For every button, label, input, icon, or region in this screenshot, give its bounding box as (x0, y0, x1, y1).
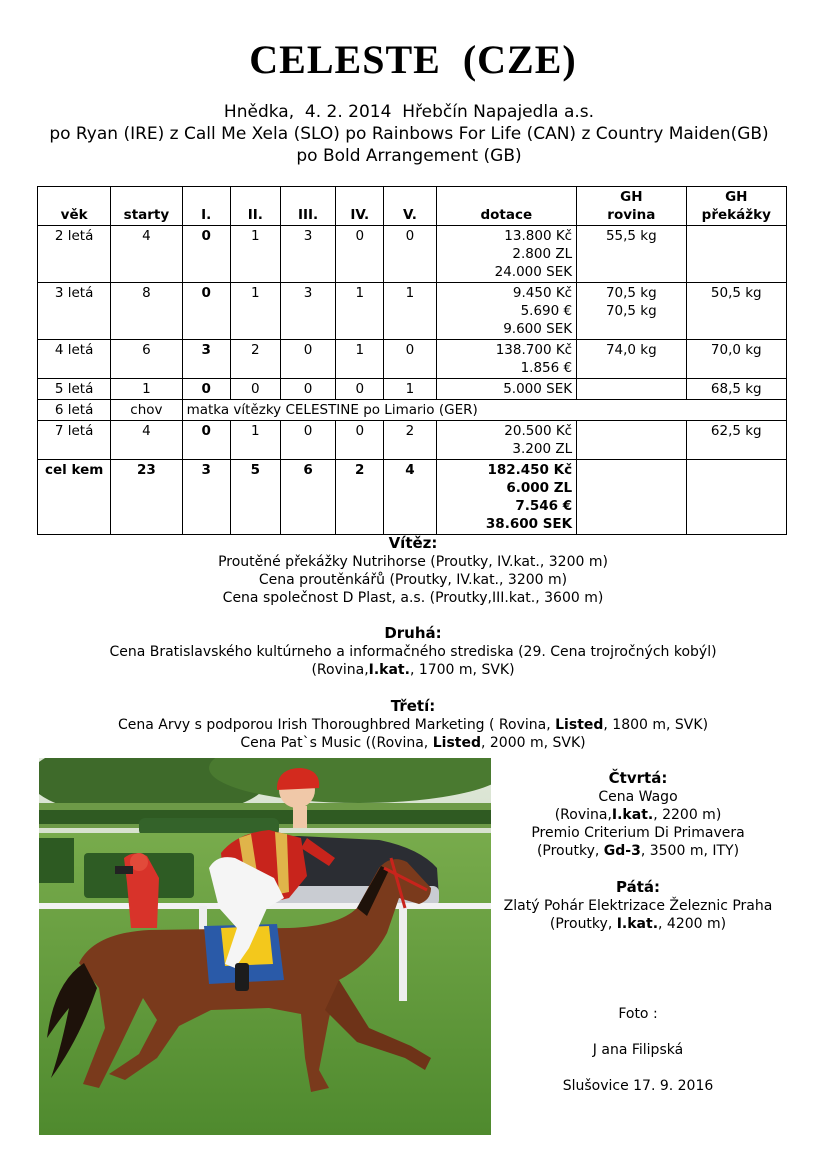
gh-flat-cell (577, 421, 686, 460)
race-line: Cena společnost D Plast, a.s. (Proutky,III.kat., 3600 m) (222, 590, 604, 606)
pedigree-line: po Ryan (IRE) z Call Me Xela (SLO) po Rainbows For Life (CAN) z Country Maiden(GB) (49, 124, 769, 144)
table-row (38, 400, 787, 421)
col-header-starts: starty (111, 187, 182, 226)
winner-section (0, 534, 826, 607)
race-line: Cena Pat`s Music ((Rovina, Listed, 2000 m, SVK) (240, 735, 586, 751)
second-cell: 1 (230, 421, 280, 460)
horse-photo (39, 758, 491, 1135)
pedigree-line-2: po Bold Arrangement (GB) (296, 146, 522, 166)
race-line: Cena Bratislavského kultúrneho a informačného strediska (29. Cena trojročných kobýl) (109, 644, 717, 660)
gh-jump-cell: 62,5 kg (686, 421, 786, 460)
gh-flat-cell (577, 379, 686, 400)
table-row (38, 379, 787, 400)
third-cell: 3 (280, 226, 335, 283)
total-fifth-cell: 4 (384, 460, 436, 535)
col-header-gh-jump: GH překážky (686, 187, 786, 226)
second-cell: 1 (230, 283, 280, 340)
horse-photo-image (39, 758, 491, 1135)
other-placings-section (500, 769, 776, 1095)
starts-cell: 8 (111, 283, 182, 340)
fifth-cell: 2 (384, 421, 436, 460)
race-line: (Proutky, Gd-3, 3500 m, ITY) (536, 843, 740, 859)
race-line: Cena Arvy s podporou Irish Thoroughbred Marketing ( Rovina, Listed, 1800 m, SVK) (117, 717, 709, 733)
col-header-3rd: III. (280, 187, 335, 226)
fifth-heading: Pátá: (615, 878, 660, 896)
fourth-cell: 0 (336, 226, 384, 283)
race-line: (Proutky, I.kat., 4200 m) (549, 916, 727, 932)
gh-jump-cell: 50,5 kg (686, 283, 786, 340)
table-total-row (38, 460, 787, 535)
col-header-2nd: II. (230, 187, 280, 226)
col-header-age: věk (38, 187, 111, 226)
third-place-section (0, 697, 826, 752)
breeding-note-cell: matka vítězky CELESTINE po Limario (GER) (182, 400, 786, 421)
photo-credit-label: Foto : (618, 1006, 658, 1022)
starts-cell: chov (111, 400, 182, 421)
fourth-cell: 0 (336, 421, 384, 460)
wins-cell: 3 (182, 340, 230, 379)
col-header-5th: V. (384, 187, 436, 226)
total-third-cell: 6 (280, 460, 335, 535)
total-starts-cell: 23 (111, 460, 182, 535)
second-cell: 0 (230, 379, 280, 400)
gh-flat-cell: 70,5 kg 70,5 kg (577, 283, 686, 340)
wins-cell: 0 (182, 226, 230, 283)
age-cell: 4 letá (38, 340, 111, 379)
pedigree-block (0, 101, 818, 167)
prize-cell: 9.450 Kč 5.690 € 9.600 SEK (436, 283, 577, 340)
third-cell: 0 (280, 340, 335, 379)
gh-jump-cell: 70,0 kg (686, 340, 786, 379)
fourth-cell: 1 (336, 340, 384, 379)
prize-cell: 5.000 SEK (436, 379, 577, 400)
total-second-cell: 5 (230, 460, 280, 535)
wins-cell: 0 (182, 421, 230, 460)
starts-cell: 4 (111, 226, 182, 283)
race-line: Premio Criterium Di Primavera (531, 825, 745, 841)
starts-cell: 6 (111, 340, 182, 379)
col-header-gh-flat: GH rovina (577, 187, 686, 226)
race-line: Zlatý Pohár Elektrizace Železnic Praha (503, 898, 773, 914)
fourth-heading: Čtvrtá: (608, 769, 668, 787)
prize-cell: 20.500 Kč 3.200 ZL (436, 421, 577, 460)
photo-place-date: Slušovice 17. 9. 2016 (562, 1078, 714, 1094)
starts-cell: 1 (111, 379, 182, 400)
third-heading: Třetí: (390, 697, 436, 715)
age-cell: 5 letá (38, 379, 111, 400)
career-table (37, 186, 787, 535)
total-prize-cell: 182.450 Kč 6.000 ZL 7.546 € 38.600 SEK (436, 460, 577, 535)
race-line: (Rovina,I.kat., 2200 m) (554, 807, 722, 823)
fifth-cell: 0 (384, 226, 436, 283)
age-cell: 3 letá (38, 283, 111, 340)
photographer-name: J ana Filipská (592, 1042, 684, 1058)
race-line: (Rovina,I.kat., 1700 m, SVK) (311, 662, 515, 678)
col-header-1st: I. (182, 187, 230, 226)
second-place-section (0, 624, 826, 679)
table-row (38, 340, 787, 379)
fifth-cell: 1 (384, 379, 436, 400)
race-line: Cena proutěnkářů (Proutky, IV.kat., 3200 m) (258, 572, 568, 588)
total-label-cell: cel kem (38, 460, 111, 535)
birth-line: Hnědka, 4. 2. 2014 Hřebčín Napajedla a.s. (223, 102, 595, 122)
table-row (38, 226, 787, 283)
second-cell: 2 (230, 340, 280, 379)
gh-flat-cell: 55,5 kg (577, 226, 686, 283)
fifth-cell: 1 (384, 283, 436, 340)
col-header-prize: dotace (436, 187, 577, 226)
gh-jump-cell: 68,5 kg (686, 379, 786, 400)
fourth-cell: 0 (336, 379, 384, 400)
horse-name: CELESTE (249, 37, 441, 82)
race-line: Proutěné překážky Nutrihorse (Proutky, IV.kat., 3200 m) (218, 554, 608, 570)
total-wins-cell: 3 (182, 460, 230, 535)
total-gh-jump-cell (686, 460, 786, 535)
col-header-4th: IV. (336, 187, 384, 226)
prize-cell: 138.700 Kč 1.856 € (436, 340, 577, 379)
third-cell: 3 (280, 283, 335, 340)
wins-cell: 0 (182, 283, 230, 340)
horse-name-title (0, 36, 826, 83)
age-cell: 6 letá (38, 400, 111, 421)
horse-origin: (CZE) (462, 37, 577, 82)
total-fourth-cell: 2 (336, 460, 384, 535)
table-header-row (38, 187, 787, 226)
third-cell: 0 (280, 379, 335, 400)
race-line: Cena Wago (598, 789, 678, 805)
age-cell: 2 letá (38, 226, 111, 283)
table-row (38, 421, 787, 460)
third-cell: 0 (280, 421, 335, 460)
second-cell: 1 (230, 226, 280, 283)
fourth-cell: 1 (336, 283, 384, 340)
fifth-cell: 0 (384, 340, 436, 379)
gh-jump-cell (686, 226, 786, 283)
age-cell: 7 letá (38, 421, 111, 460)
prize-cell: 13.800 Kč 2.800 ZL 24.000 SEK (436, 226, 577, 283)
second-heading: Druhá: (384, 624, 442, 642)
winner-heading: Vítěz: (388, 534, 438, 552)
total-gh-flat-cell (577, 460, 686, 535)
starts-cell: 4 (111, 421, 182, 460)
gh-flat-cell: 74,0 kg (577, 340, 686, 379)
table-row (38, 283, 787, 340)
wins-cell: 0 (182, 379, 230, 400)
